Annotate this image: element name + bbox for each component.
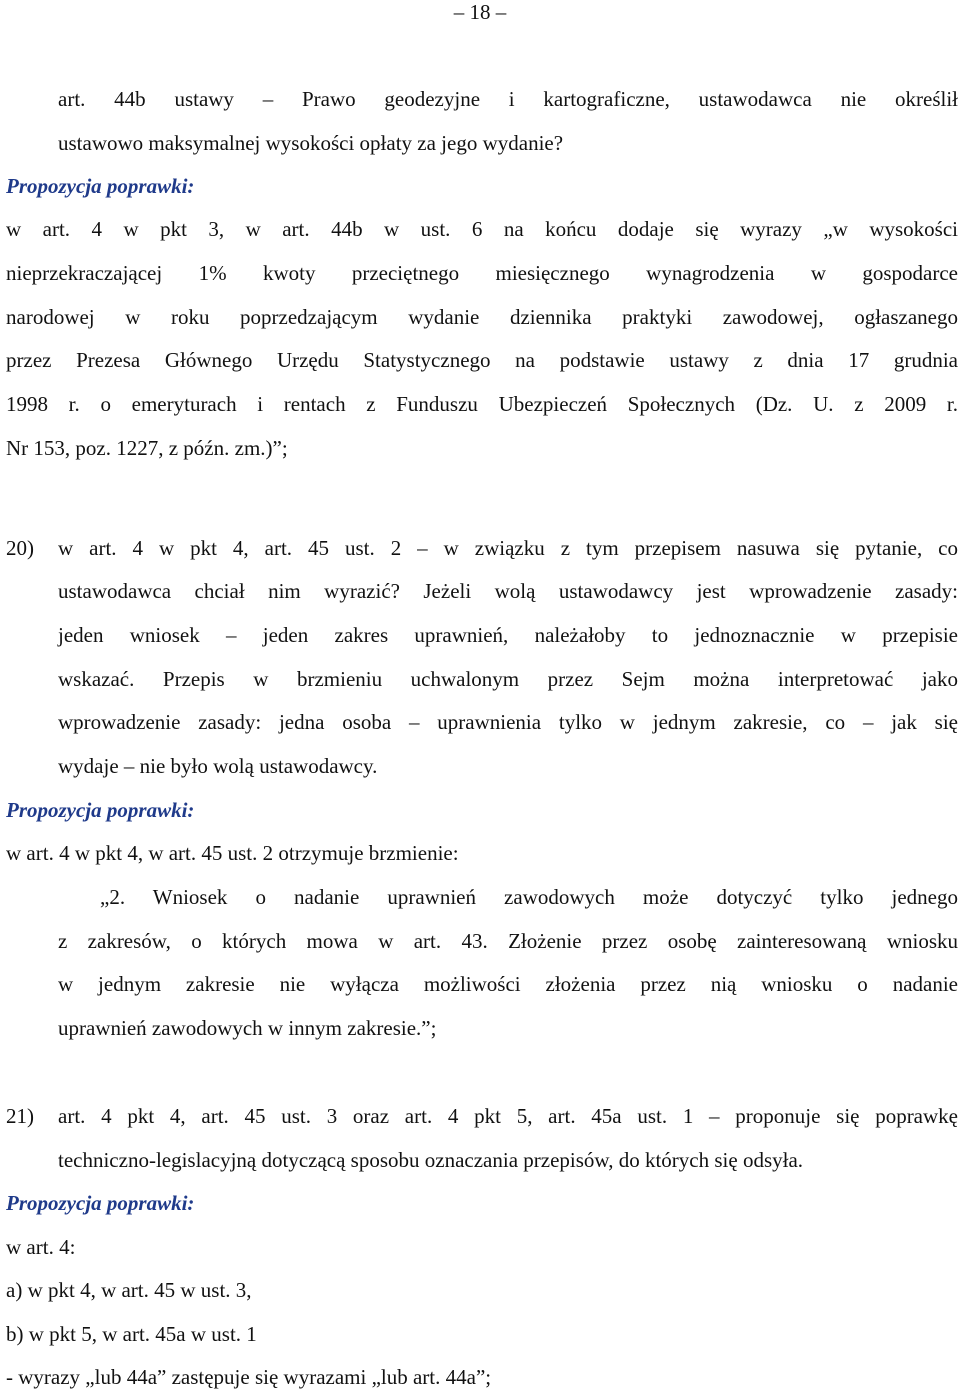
text-line: 1998 r. o emeryturach i rentach z Funduszu Ubezpieczeń Społecznych (Dz. U. z 2009 r. — [6, 392, 958, 416]
text-line: jeden wniosek – jeden zakres uprawnień, należałoby to jednoznacznie w przepisie — [58, 623, 958, 647]
text-line: wydaje – nie było wolą ustawodawcy. — [58, 754, 378, 778]
text-line: wskazać. Przepis w brzmieniu uchwalonym przez Sejm można interpretować jako — [58, 667, 958, 691]
text-line: wprowadzenie zasady: jedna osoba – uprawnienia tylko w jednym zakresie, co – jak się — [58, 710, 958, 734]
quote-line: z zakresów, o których mowa w art. 43. Złożenie przez osobę zainteresowaną wniosku — [58, 929, 958, 953]
text-line: ustawowo maksymalnej wysokości opłaty za jego wydanie? — [58, 131, 564, 155]
amendment-heading: Propozycja poprawki: — [6, 174, 195, 198]
text-line: techniczno-legislacyjną dotyczącą sposobu oznaczania przepisów, do których się odsyła. — [58, 1148, 804, 1172]
list-item: a) w pkt 4, w art. 45 w ust. 3, — [6, 1278, 252, 1302]
text-line: art. 4 pkt 4, art. 45 ust. 3 oraz art. 4 pkt 5, art. 45a ust. 1 – proponuje się poprawkę — [58, 1104, 958, 1128]
quote-line: w jednym zakresie nie wyłącza możliwości złożenia przez nią wniosku o nadanie — [58, 972, 958, 996]
text-line: w art. 4 w pkt 4, w art. 45 ust. 2 otrzymuje brzmienie: — [6, 841, 459, 865]
quote-line: uprawnień zawodowych w innym zakresie.”; — [58, 1016, 437, 1040]
text-line: art. 44b ustawy – Prawo geodezyjne i kartograficzne, ustawodawca nie określił — [58, 87, 958, 111]
text-line: nieprzekraczającej 1% kwoty przeciętnego miesięcznego wynagrodzenia w gospodarce — [6, 261, 958, 285]
amendment-heading: Propozycja poprawki: — [6, 798, 195, 822]
page-number: – 18 – — [453, 0, 507, 24]
text-line: w art. 4 w pkt 4, art. 45 ust. 2 – w związku z tym przepisem nasuwa się pytanie, co — [58, 536, 958, 560]
text-line: w art. 4: — [6, 1235, 76, 1259]
text-line: w art. 4 w pkt 3, w art. 44b w ust. 6 na końcu dodaje się wyrazy „w wysokości — [6, 217, 958, 241]
text-line: ustawodawca chciał nim wyrazić? Jeżeli wolą ustawodawcy jest wprowadzenie zasady: — [58, 579, 958, 603]
text-line: przez Prezesa Głównego Urzędu Statystycznego na podstawie ustawy z dnia 17 grudnia — [6, 348, 958, 372]
list-item: b) w pkt 5, w art. 45a w ust. 1 — [6, 1322, 257, 1346]
item-number: 20) — [6, 536, 34, 560]
item-number: 21) — [6, 1104, 34, 1128]
text-line: Nr 153, poz. 1227, z późn. zm.)”; — [6, 436, 288, 460]
quote-line: „2. Wniosek o nadanie uprawnień zawodowych może dotyczyć tylko jednego — [100, 885, 958, 909]
text-line: - wyrazy „lub 44a” zastępuje się wyrazami „lub art. 44a”; — [6, 1365, 492, 1389]
text-line: narodowej w roku poprzedzającym wydanie dziennika praktyki zawodowej, ogłaszanego — [6, 305, 958, 329]
amendment-heading: Propozycja poprawki: — [6, 1191, 195, 1215]
